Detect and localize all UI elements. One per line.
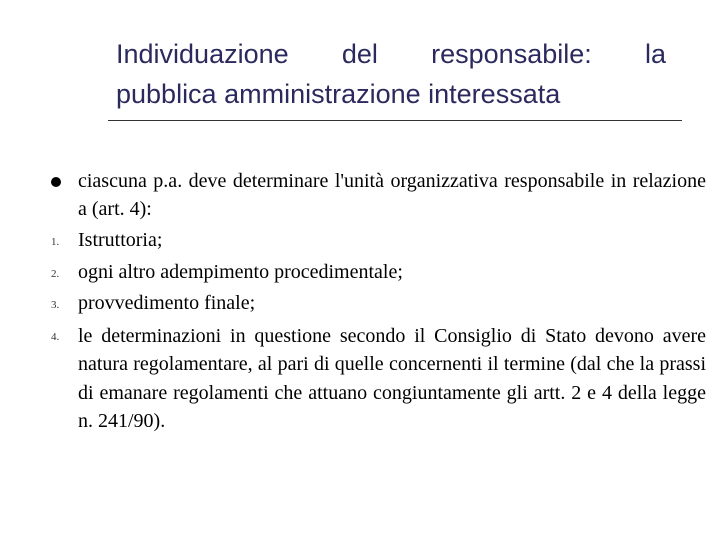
list-item-2 [51,259,706,287]
list-marker: 2. [51,267,60,280]
list-item-3 [51,290,706,318]
list-item-text: provvedimento finale; [78,292,256,314]
intro-text: ciascuna p.a. deve determinare l'unità organizzativa responsabile in relazione a (art. 4): [78,170,706,220]
list-marker: 3. [51,299,60,311]
title-divider [108,120,682,121]
title-line-2: pubblica amministrazione interessata [116,79,561,109]
intro-item [78,168,706,223]
list-item-text: Istruttoria; [78,229,163,251]
list-marker: 1. [51,236,60,248]
list-item-text: le determinazioni in questione secondo il Consiglio di Stato devono avere natura regolamentare, al pari di quelle concernenti il termine (dal che la prassi di emanare regolamenti che attuano congiuntamente gli artt. 2 e 4 della legge n. 241/90). [78,324,706,432]
list-marker: 4. [51,330,60,343]
list-item-4 [51,322,706,436]
list-item-1 [51,227,706,255]
content-list [0,168,720,440]
bullet-dot-icon [51,177,61,187]
title-line-1: Individuazione del responsabile: la [116,39,666,69]
list-item-text: ogni altro adempimento procedimentale; [78,260,403,283]
slide-title [116,34,666,114]
